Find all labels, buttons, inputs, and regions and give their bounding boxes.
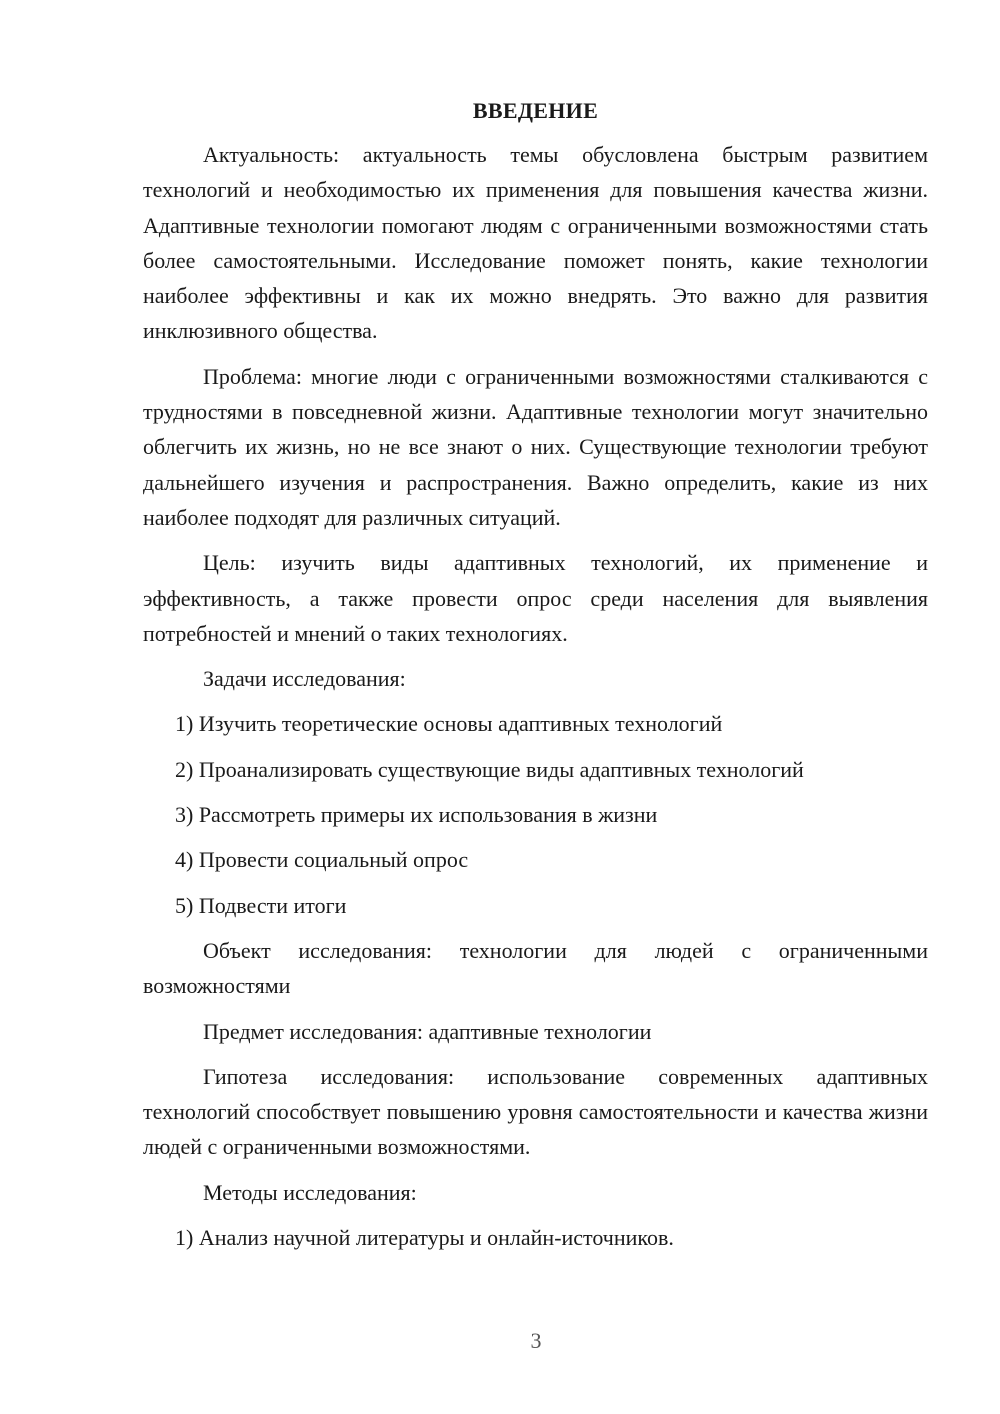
hypothesis-paragraph: Гипотеза исследования: использование современных адаптивных технологий способствует повышению уровня самостоятельности и качества жизни людей с ограниченными возможностями. xyxy=(143,1063,928,1160)
section-title: ВВЕДЕНИЕ xyxy=(472,98,599,123)
task-item: 4) Провести социальный опрос xyxy=(175,847,469,873)
methods-list xyxy=(143,1220,928,1255)
object-paragraph: Объект исследования: технологии для людей с ограниченными возможностями xyxy=(143,937,928,999)
method-item: 1) Анализ научной литературы и онлайн-источников. xyxy=(175,1225,674,1251)
goal-paragraph: Цель: изучить виды адаптивных технологий, их применение и эффективность, а также провести опрос среди населения для выявления потребностей и мнений о таких технологиях. xyxy=(143,550,928,646)
tasks-list xyxy=(143,706,928,922)
subject-paragraph: Предмет исследования: адаптивные технологии xyxy=(203,1018,652,1044)
task-item: 3) Рассмотреть примеры их использования в жизни xyxy=(175,802,658,828)
task-item: 5) Подвести итоги xyxy=(175,892,347,918)
problem-paragraph: Проблема: многие люди с ограниченными возможностями сталкиваются с трудностями в повседневной жизни. Адаптивные технологии могут значительно облегчить их жизнь, но не все знают о них. Существующие технологии требуют дальнейшего изучения и распространения. Важно определить, какие из них наиболее подходят для различных ситуаций. xyxy=(143,363,928,530)
relevance-paragraph: Актуальность: актуальность темы обусловлена быстрым развитием технологий и необходимостью их применения для повышения качества жизни. Адаптивные технологии помогают людям с ограниченными возможностями стать более самостоятельными. Исследование поможет понять, какие технологии наиболее эффективны и как их можно внедрять. Это важно для развития инклюзивного общества. xyxy=(143,142,928,344)
page-number: 3 xyxy=(530,1328,542,1353)
task-item: 1) Изучить теоретические основы адаптивных технологий xyxy=(175,711,723,737)
tasks-heading: Задачи исследования: xyxy=(203,666,406,692)
task-item: 2) Проанализировать существующие виды адаптивных технологий xyxy=(175,756,804,782)
methods-heading: Методы исследования: xyxy=(203,1179,417,1205)
document-page xyxy=(143,94,928,1265)
